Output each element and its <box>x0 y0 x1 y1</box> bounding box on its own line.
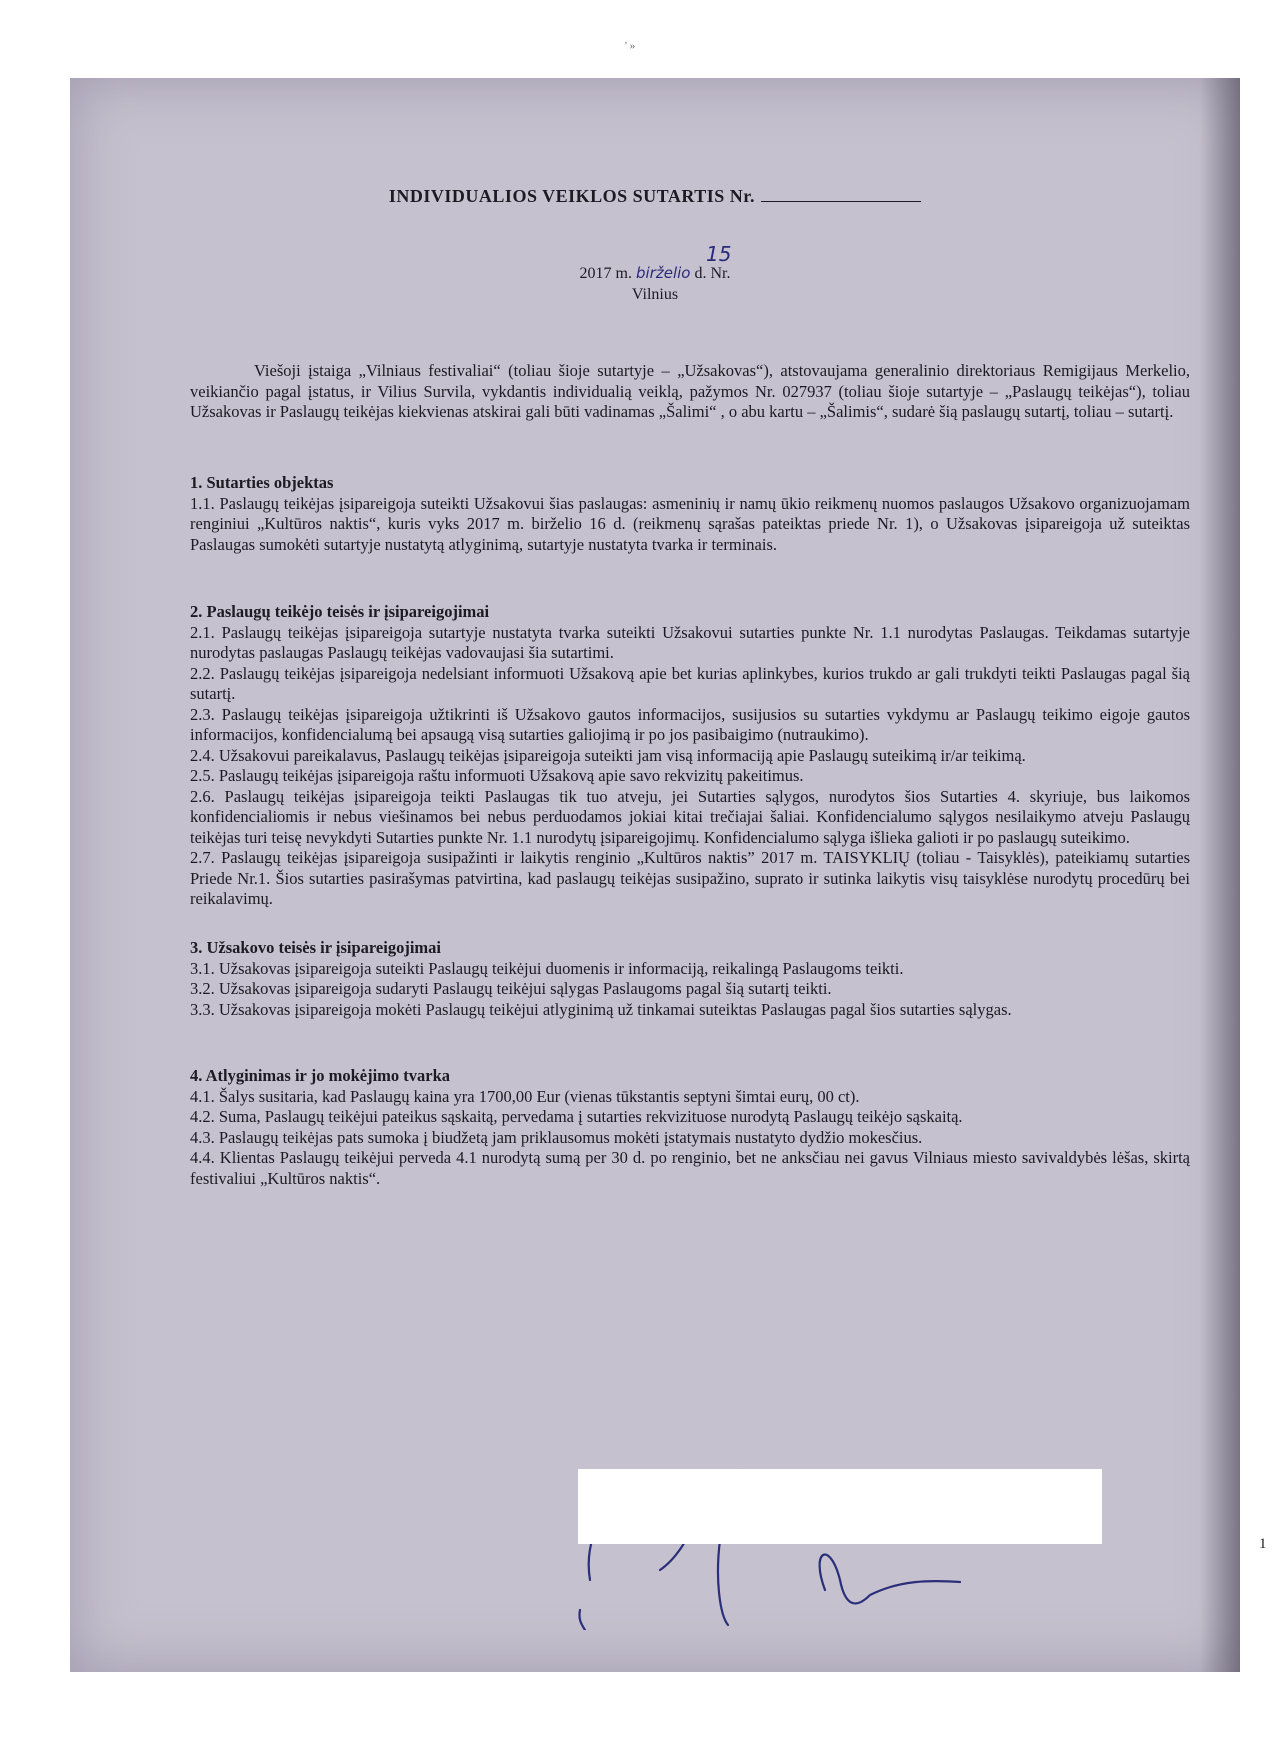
clause-2-6: 2.6. Paslaugų teikėjas įsipareigoja teikti Paslaugas tik tuo atveju, jei Sutarties sąlygos, nurodytos šios Sutarties 4. skyriuje, bus laikomos konfidencialiomis ir nebus viešinamos bei nebus perduodamos jokiai kitai trečiajai šaliai. Konfidencialumo sąlygos nesilaikymo atveju Paslaugų teikėjas turi teisę nevykdyti Sutarties punkte Nr. 1.1 nurodytų įsipareigojimų. Konfidencialumo sąlyga išlieka galioti ir po paslaugų suteikimo. <box>190 786 1190 847</box>
handwritten-day: 15 <box>706 242 732 266</box>
section-heading: 2. Paslaugų teikėjo teisės ir įsipareigojimai <box>190 602 490 621</box>
contract-number-blank <box>761 201 921 202</box>
title-text: INDIVIDUALIOS VEIKLOS SUTARTIS Nr. <box>388 186 756 206</box>
intro-paragraph: Viešoji įstaiga „Vilniaus festivaliai“ (toliau šioje sutartyje – „Užsakovas“), atstovaujama generalinio direktoriaus Remigijaus Merkelio, veikiančio pagal įstatus, ir Vilius Survila, vykdantis individualią veiklą, pažymos Nr. 027937 (toliau šioje sutartyje – „Paslaugų teikėjas“), toliau Užsakovas ir Paslaugų teikėjas kiekvienas atskirai gali būti vadinamas „Šalimi“ , o abu kartu – „Šalimis“, sudarė šią paslaugų sutartį, toliau – sutartį. <box>190 361 1190 421</box>
page-number: 1 <box>1259 1536 1267 1552</box>
section-heading: 3. Užsakovo teisės ir įsipareigojimai <box>190 938 441 957</box>
clause-4-1: 4.1. Šalys susitaria, kad Paslaugų kaina yra 1700,00 Eur (vienas tūkstantis septyni šimtai eurų, 00 ct). <box>190 1086 860 1106</box>
clause-2-2: 2.2. Paslaugų teikėjas įsipareigoja nedelsiant informuoti Užsakovą apie bet kurias aplinkybes, kurios trukdo ar gali trukdyti teikti Paslaugas pagal šią sutartį. <box>190 663 1190 703</box>
contract-title <box>70 186 1240 207</box>
clause-4-3: 4.3. Paslaugų teikėjas pats sumoka į biudžetą jam priklausomus mokėti įstatymais nustatyto dydžio mokesčius. <box>190 1127 923 1147</box>
scan-mark: ' » <box>625 40 636 52</box>
intro-block <box>190 361 1190 423</box>
section-heading: 4. Atlyginimas ir jo mokėjimo tvarka <box>190 1066 451 1085</box>
section-3 <box>190 938 1190 1020</box>
section-4 <box>190 1066 1190 1189</box>
clause-4-4: 4.4. Klientas Paslaugų teikėjui perveda 4.1 nurodytą sumą per 30 d. po renginio, bet ne anksčiau nei gavus Vilniaus miesto savivaldybės lėšas, skirtą festivaliui „Kultūros naktis“. <box>190 1148 1190 1188</box>
clause-3-2: 3.2. Užsakovas įsipareigoja sudaryti Paslaugų teikėjui sąlygas Paslaugoms pagal šią sutartį teikti. <box>190 979 832 998</box>
date-suffix: d. Nr. <box>694 265 731 282</box>
redaction-box <box>578 1469 1102 1544</box>
clause-2-1: 2.1. Paslaugų teikėjas įsipareigoja sutartyje nustatyta tvarka suteikti Užsakovui sutarties punkte Nr. 1.1 nurodytas Paslaugas. Teikdamas sutartyje nurodytas paslaugas Paslaugų teikėjas vadovaujasi šia sutartimi. <box>190 622 1190 662</box>
clause-4-2: 4.2. Suma, Paslaugų teikėjui pateikus sąskaitą, pervedama į sutarties rekvizituose nurodytą Paslaugų teikėjo sąskaitą. <box>190 1107 963 1126</box>
clause-2-4: 2.4. Užsakovui pareikalavus, Paslaugų teikėjas įsipareigoja suteikti jam visą informaciją apie Paslaugų suteikimą ir/ar teikimą. <box>190 745 1026 765</box>
clause-3-1: 3.1. Užsakovas įsipareigoja suteikti Paslaugų teikėjui duomenis ir informaciją, reikalingą Paslaugoms teikti. <box>190 958 904 978</box>
section-heading: 1. Sutarties objektas <box>190 473 334 492</box>
section-1 <box>190 473 1190 555</box>
handwritten-month: birželio <box>635 264 691 282</box>
clause-1-1: 1.1. Paslaugų teikėjas įsipareigoja suteikti Užsakovui šias paslaugas: asmeninių ir namų ūkio reikmenų nuomos paslaugos Užsakovo organizuojamam renginiui „Kultūros naktis“, kuris vyks 2017 m. birželio 16 d. (reikmenų sąrašas pateiktas priede Nr. 1), o Užsakovas įsipareigoja už suteiktas Paslaugas sumokėti sutartyje nustatytą atlyginimą, sutartyje nustatyta tvarka ir terminais. <box>190 493 1190 554</box>
date-prefix: 2017 m. <box>579 265 632 282</box>
section-2 <box>190 602 1190 910</box>
clause-2-7: 2.7. Paslaugų teikėjas įsipareigoja susipažinti ir laikytis renginio „Kultūros naktis” 2017 m. TAISYKLIŲ (toliau - Taisyklės), pateikiamų sutarties Priede Nr.1. Šios sutarties pasirašymas patvirtina, kad paslaugų teikėjas susipažino, suprato ir sutinka laikytis visų taisyklėse nurodytų procedūrų bei reikalavimų. <box>190 848 1190 908</box>
date-line <box>70 264 1240 283</box>
clause-2-3: 2.3. Paslaugų teikėjas įsipareigoja užtikrinti iš Užsakovo gautos informacijos, susijusios su sutarties vykdymu ar Paslaugų teikimo eigoje gautos informacijos, konfidencialumą bei apsaugą visą sutarties galiojimą ir po jos pasibaigimo (nutraukimo). <box>190 704 1190 744</box>
clause-2-5: 2.5. Paslaugų teikėjas įsipareigoja raštu informuoti Užsakovą apie savo rekvizitų pakeitimus. <box>190 766 804 785</box>
clause-3-3: 3.3. Užsakovas įsipareigoja mokėti Paslaugų teikėjui atlyginimą už tinkamai suteiktas Paslaugas pagal šios sutarties sąlygas. <box>190 999 1012 1019</box>
city: Vilnius <box>631 286 679 303</box>
